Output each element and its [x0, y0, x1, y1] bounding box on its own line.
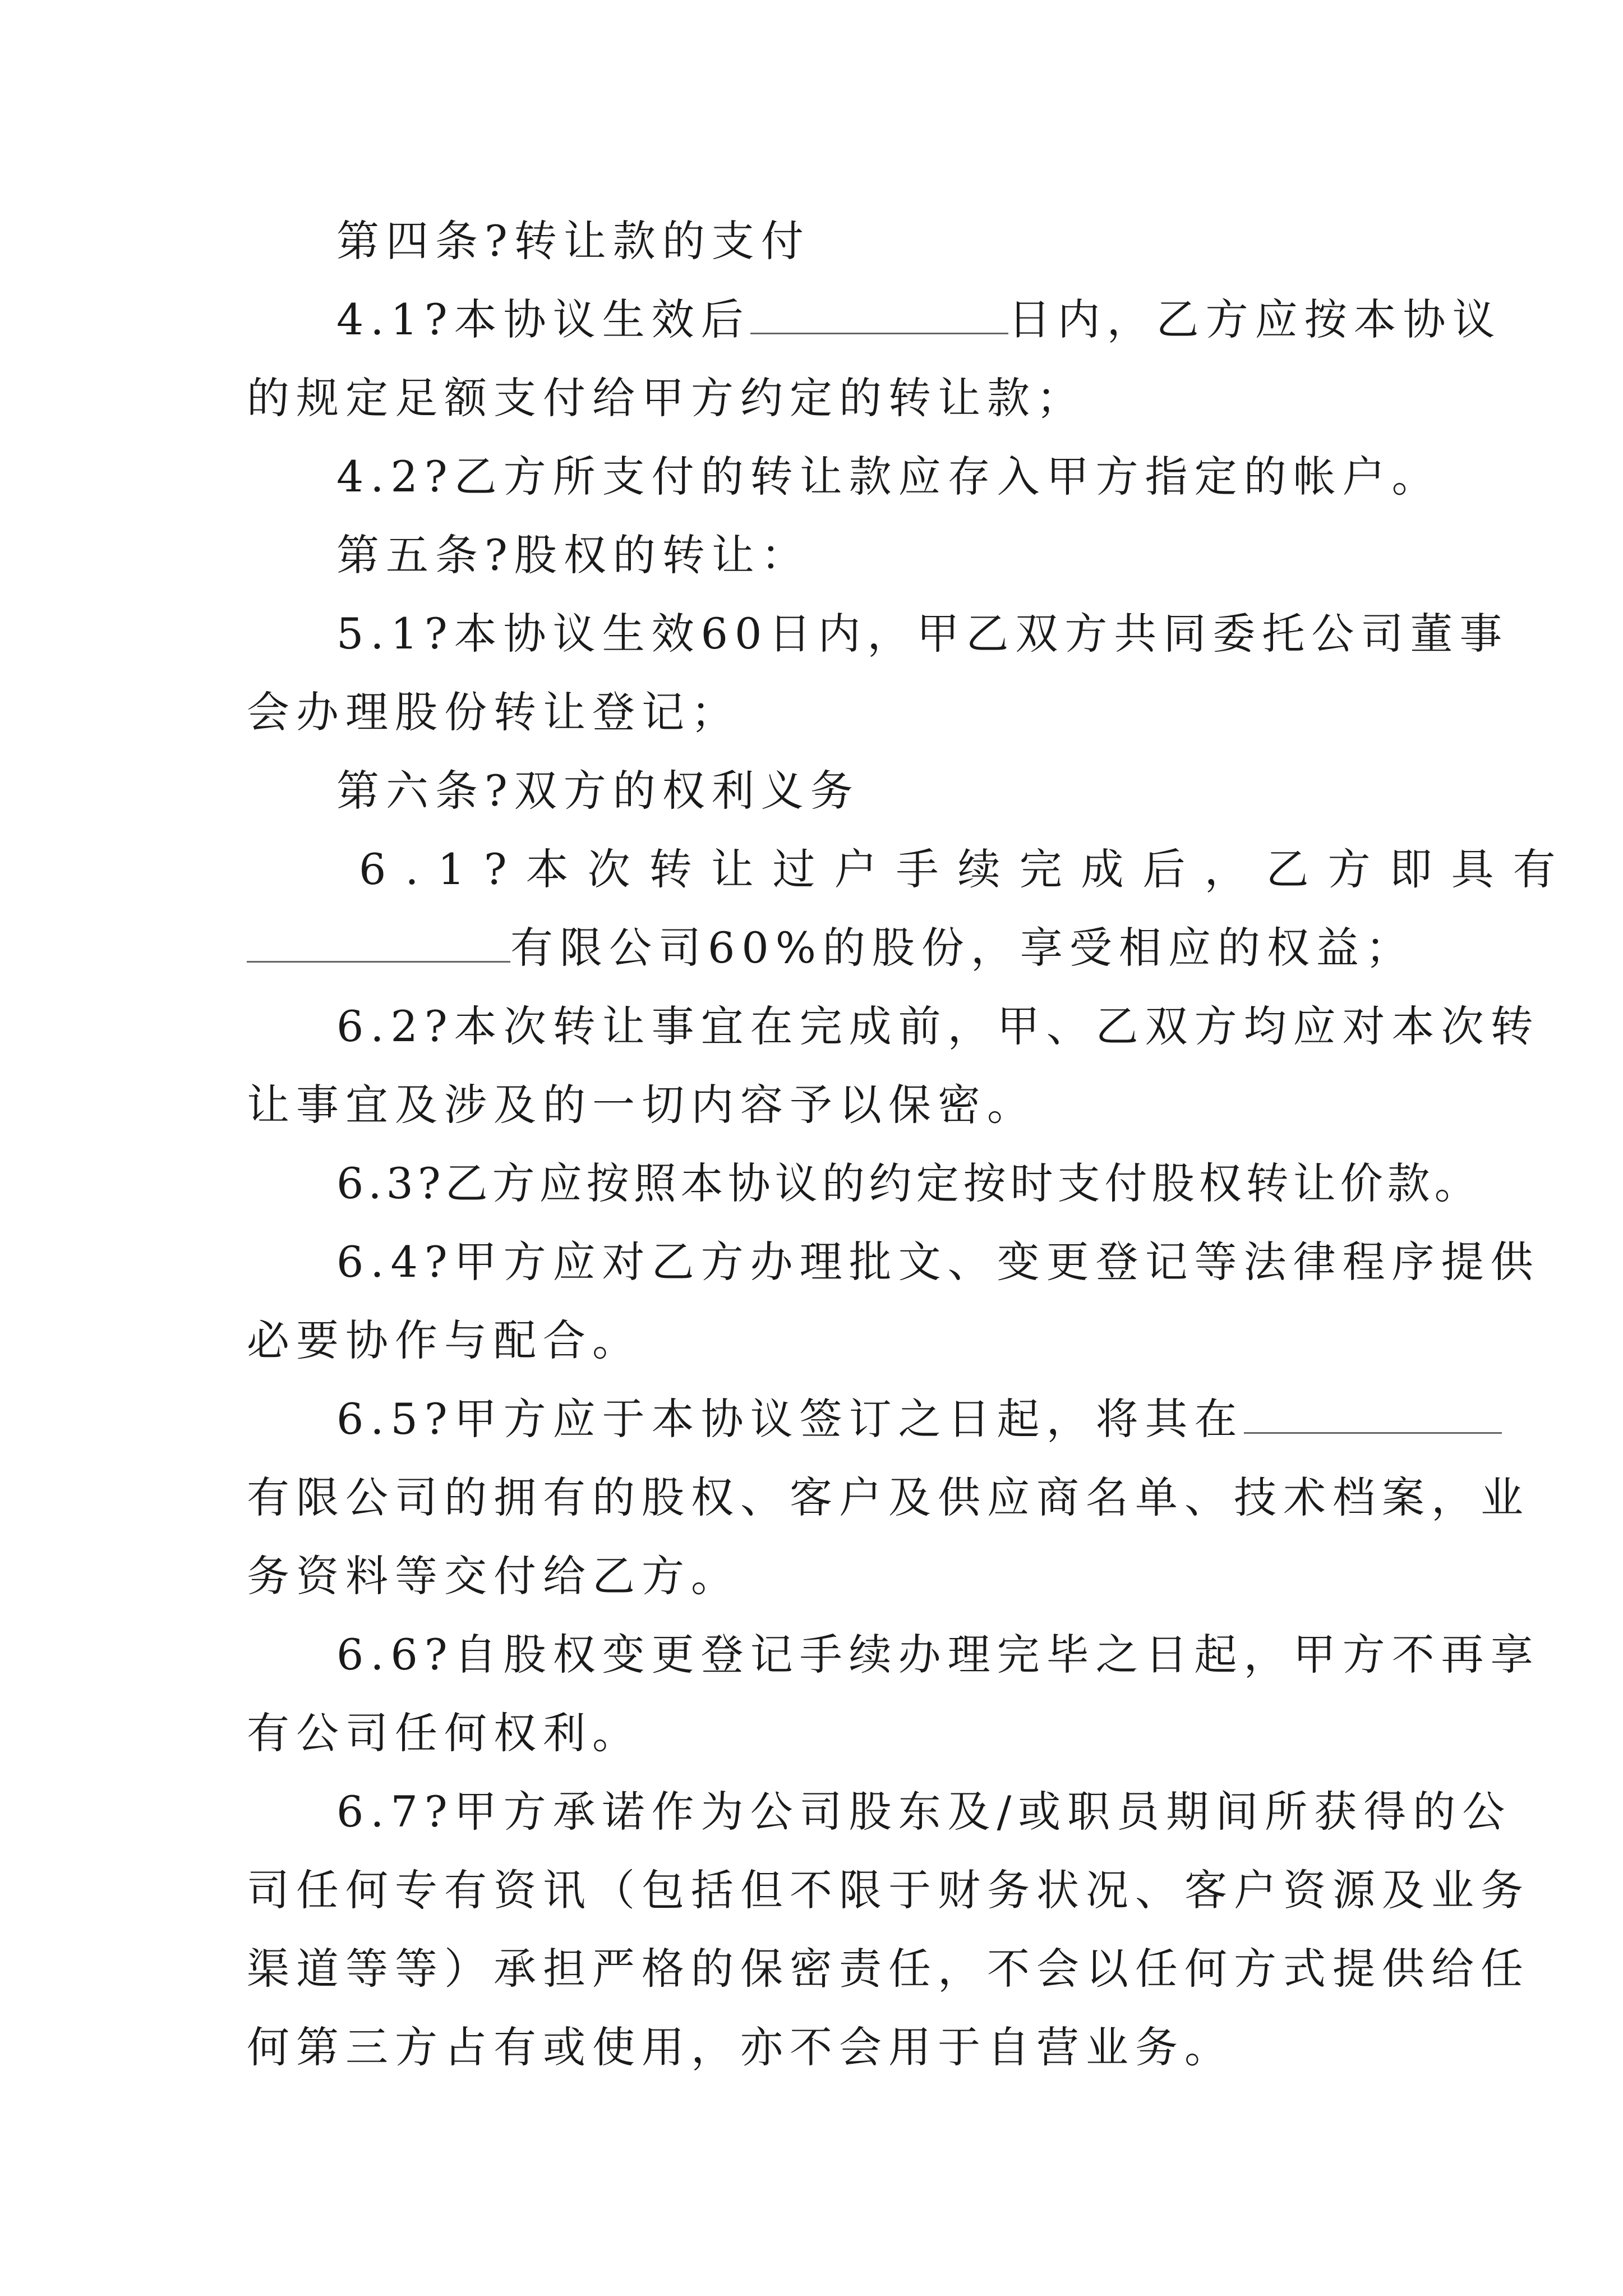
clause-6-7-line-2: 司任何专有资讯（包括但不限于财务状况、客户资源及业务: [247, 1865, 1530, 1915]
clause-6-6-line-1: 6.6?自股权变更登记手续办理完毕之日起，甲方不再享: [336, 1630, 1540, 1680]
clause-6-2-line-2: 让事宜及涉及的一切内容予以保密。: [247, 1080, 1036, 1130]
clause-4-1-text-a: 4.1?本协议生效后: [336, 295, 750, 344]
clause-6-5-line-1: [336, 1391, 1385, 1447]
clause-6-7-line-1: 6.7?甲方承诺作为公司股东及/或职员期间所获得的公: [336, 1787, 1512, 1837]
clause-5-1-line-1: 5.1?本协议生效60日内，甲乙双方共同委托公司董事: [336, 609, 1509, 659]
clause-4-2: 4.2?乙方所支付的转让款应存入甲方指定的帐户。: [336, 452, 1441, 501]
clause-4-1-line-1: [336, 292, 1502, 348]
clause-4-1-text-b: 日内，乙方应按本协议: [1008, 295, 1502, 344]
article-5-heading: 第五条?股权的转让：: [336, 530, 810, 580]
clause-4-1-line-2: 的规定足额支付给甲方约定的转让款；: [247, 373, 1086, 423]
blank-company-name-field: [247, 922, 510, 963]
clause-6-6-line-2: 有公司任何权利。: [247, 1708, 642, 1758]
blank-company-field: [1244, 1393, 1502, 1434]
clause-5-1-line-2: 会办理股份转让登记；: [247, 687, 740, 737]
clause-6-3: 6.3?乙方应按照本协议的约定按时支付股权转让价款。: [336, 1158, 1482, 1208]
clause-6-1-text-b: 有限公司60%的股份，享受相应的权益；: [510, 923, 1415, 973]
clause-6-1-line-1: 6.1?本次转让过户手续完成后，乙方即具有: [359, 844, 1575, 894]
clause-6-4-line-2: 必要协作与配合。: [247, 1315, 642, 1365]
clause-6-5-line-2: 有限公司的拥有的股权、客户及供应商名单、技术档案，业: [247, 1473, 1530, 1522]
clause-6-7-line-3: 渠道等等）承担严格的保密责任，不会以任何方式提供给任: [247, 1944, 1530, 1994]
article-6-heading: 第六条?双方的权利义务: [336, 766, 860, 816]
clause-6-5-line-3: 务资料等交付给乙方。: [247, 1551, 740, 1601]
clause-6-4-line-1: 6.4?甲方应对乙方办理批文、变更登记等法律程序提供: [336, 1237, 1540, 1287]
article-4-heading: 第四条?转让款的支付: [336, 216, 810, 266]
clause-6-5-text-a: 6.5?甲方应于本协议签订之日起，将其在: [336, 1394, 1244, 1444]
clause-6-2-line-1: 6.2?本次转让事宜在完成前，甲、乙双方均应对本次转: [336, 1001, 1540, 1051]
clause-6-1-line-2: [247, 920, 1415, 976]
clause-6-7-line-4: 何第三方占有或使用，亦不会用于自营业务。: [247, 2022, 1234, 2072]
blank-days-field: [750, 293, 1008, 334]
